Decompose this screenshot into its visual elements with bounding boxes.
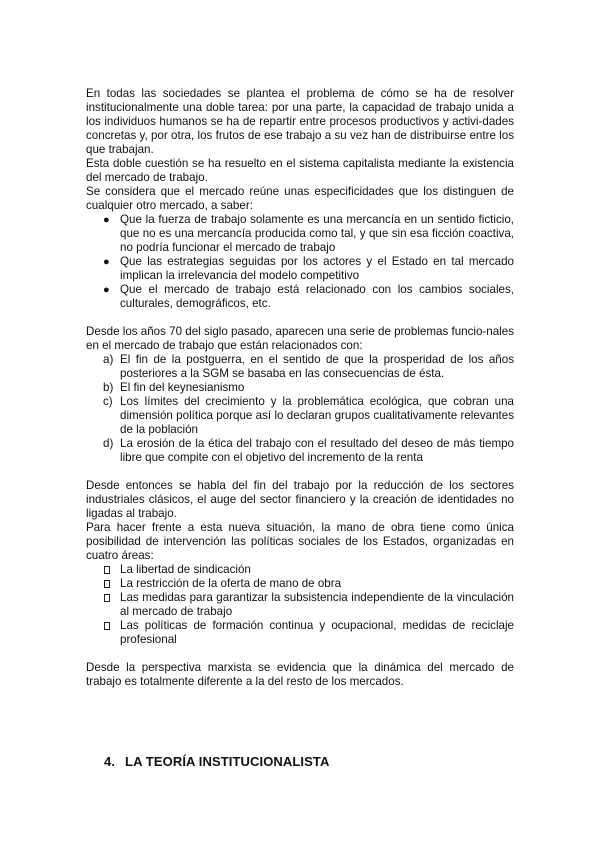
section-title: LA TEORÍA INSTITUCIONALISTA (125, 754, 330, 769)
spacer (86, 647, 514, 661)
list-item: b) El fin del keynesianismo (103, 381, 245, 394)
list-item: La restricción de la oferta de mano de obra (86, 577, 514, 591)
paragraph-7: Desde la perspectiva marxista se evidencia que la dinámica del mercado de trabajo es totalmente diferente a la del resto de los mercados. (86, 661, 514, 688)
checkbox-glyph-icon (104, 580, 110, 588)
list-marker: d) (103, 437, 114, 450)
problems-list (86, 353, 514, 465)
paragraph-3: Se considera que el mercado reúne unas especificidades que los distinguen de cualquier otro mercado, a saber: (86, 185, 514, 212)
list-item: ● Que la fuerza de trabajo solamente es una mercancía en un sentido ficticio, que no es una mercancía producida como tal, y que sin esa ficción coactiva, no podría funcionar el mercado de trabajo (103, 213, 514, 254)
checkbox-glyph-icon (104, 566, 110, 574)
list-item: Las medidas para garantizar la subsistencia independiente de la vinculación al mercado de trabajo (86, 591, 514, 619)
spacer (86, 465, 514, 479)
bullet-icon: ● (103, 284, 110, 296)
list-item: ● Que las estrategias seguidas por los actores y el Estado en tal mercado implican la irrelevancia del modelo competitivo (103, 255, 514, 282)
list-marker: b) (103, 381, 114, 394)
spacer (86, 311, 514, 325)
list-item: Las políticas de formación continua y ocupacional, medidas de reciclaje profesional (86, 619, 514, 647)
bullet-icon: ● (103, 214, 110, 226)
paragraph-6: Para hacer frente a esta nueva situación, la mano de obra tiene como única posibilidad de intervención las políticas sociales de los Estados, organizadas en cuatro áreas: (86, 521, 514, 562)
paragraph-5: Desde entonces se habla del fin del trabajo por la reducción de los sectores industriales clásicos, el auge del sector financiero y la creación de identidades no ligadas al trabajo. (86, 479, 514, 520)
list-item: La libertad de sindicación (86, 563, 514, 577)
paragraph-1: En todas las sociedades se plantea el problema de cómo se ha de resolver institucionalmente una doble tarea: por una parte, la capacidad de trabajo unida a los individuos humanos se ha de repartir entre procesos productivos y activi-dades concretas y, por otra, los frutos de ese trabajo a su vez han de distribuirse entre los que trabajan. (86, 87, 514, 156)
paragraph-4: Desde los años 70 del siglo pasado, aparecen una serie de problemas funcio-nales en el mercado de trabajo que están relacionados con: (86, 325, 514, 352)
list-item: a) El fin de la postguerra, en el sentido de que la prosperidad de los años posteriores a la SGM se basaba en las consecuencias de ésta. (103, 353, 514, 380)
checkbox-glyph-icon (104, 622, 110, 630)
list-item: c) Los límites del crecimiento y la problemática ecológica, que cobran una dimensión política porque así lo declaran grupos cualitativamente relevantes de la población (103, 395, 514, 436)
list-marker: a) (103, 353, 114, 366)
body-text (86, 87, 514, 689)
list-item: d) La erosión de la ética del trabajo con el resultado del deseo de más tiempo libre que compite con el objetivo del incremento de la renta (103, 437, 514, 464)
section-heading (104, 754, 329, 769)
list-marker: c) (103, 395, 113, 408)
areas-list (86, 563, 514, 647)
bullet-icon: ● (103, 256, 110, 268)
specificities-list (86, 213, 514, 311)
paragraph-2: Esta doble cuestión se ha resuelto en el sistema capitalista mediante la existencia del mercado de trabajo. (86, 157, 514, 184)
list-item: ● Que el mercado de trabajo está relacionado con los cambios sociales, culturales, demográficos, etc. (103, 283, 514, 310)
section-number: 4. (104, 754, 116, 769)
checkbox-glyph-icon (104, 594, 110, 602)
